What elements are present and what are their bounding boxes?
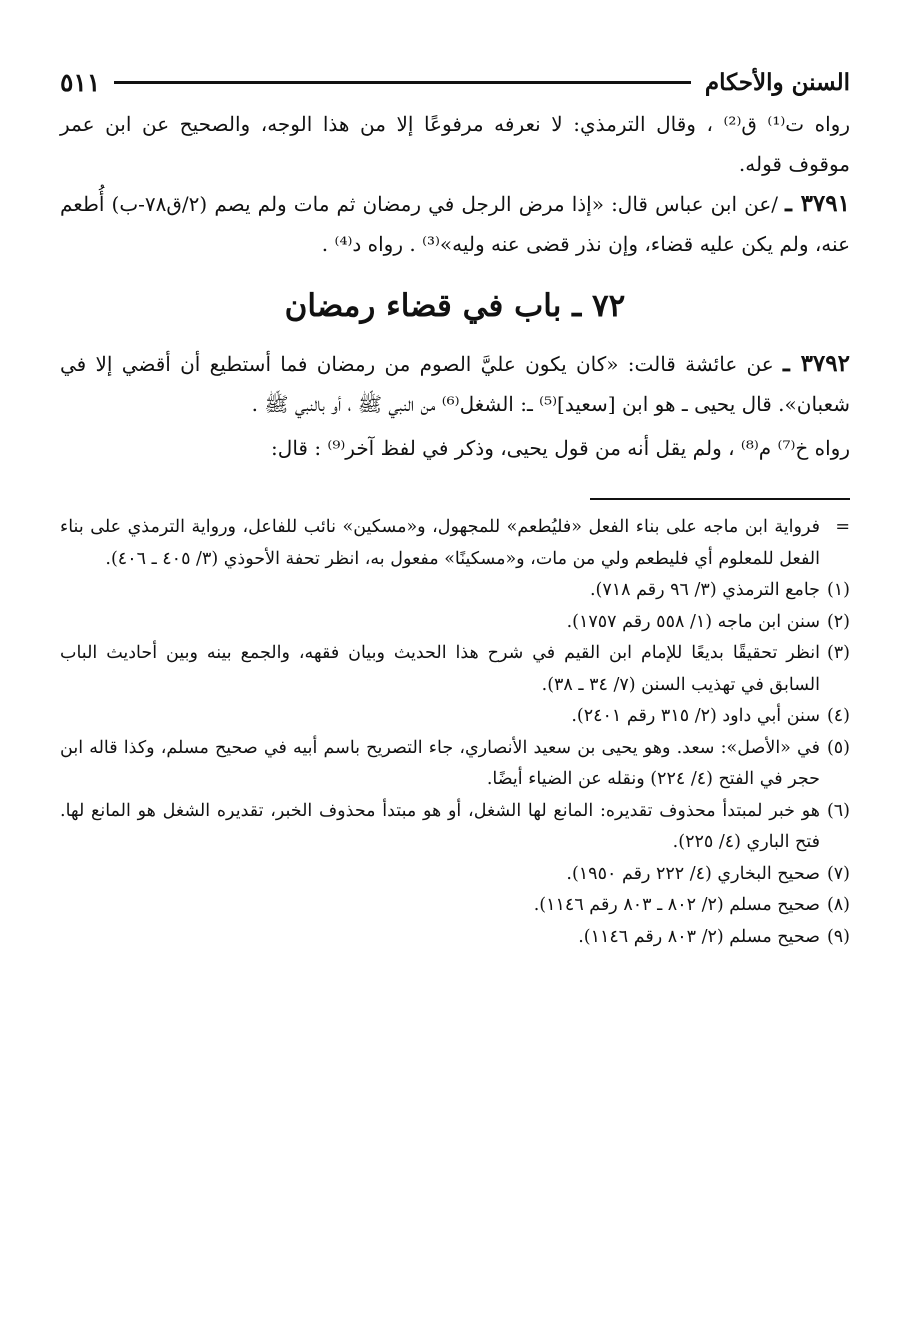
paragraph-narration: رواه خ⁽⁷⁾ م⁽⁸⁾ ، ولم يقل أنه من قول يحيى، وذكر في لفظ آخر⁽⁹⁾ : قال:: [271, 436, 850, 460]
header-rule: [114, 81, 691, 84]
footnote: [60, 733, 850, 796]
hadith-text: /عن ابن عباس قال: «إذا مرض الرجل في رمضان ثم مات ولم يصم (٢/ق٧٨-ب) أُطعم عنه، ولم يكن عليه قضاء، وإن نذر قضى عنه وليه»⁽³⁾ . رواه د⁽⁴⁾ .: [60, 192, 850, 256]
footnote-mark: (٢): [826, 611, 850, 632]
footnote-mark: (٦): [826, 800, 850, 821]
footnote-mark: (٣): [826, 643, 850, 663]
hadith-text: عن عائشة قالت: «كان يكون عليَّ الصوم من رمضان فما أستطيع أن أقضي إلا في شعبان». قال يحيى ـ هو ابن [سعيد]⁽⁵⁾ ـ: الشغل⁽⁶⁾ من النبي ﷺ ، أو بالنبي ﷺ .: [60, 352, 850, 416]
footnote-text: جامع الترمذي (٣/ ٩٦ رقم ٧١٨).: [589, 580, 820, 600]
footnote: [60, 575, 850, 607]
footnote: [60, 607, 850, 639]
footnote: [60, 796, 850, 859]
footnote-text: سنن ابن ماجه (١/ ٥٥٨ رقم ١٧٥٧).: [566, 611, 820, 632]
hadith-number: ٣٧٩١ ـ: [785, 190, 850, 217]
footnote: [60, 701, 850, 733]
running-header: [60, 60, 850, 104]
hadith-number: ٣٧٩٢ ـ: [782, 350, 850, 377]
footnote-text: صحيح البخاري (٤/ ٢٢٢ رقم ١٩٥٠).: [566, 863, 820, 884]
running-title: السنن والأحكام: [704, 68, 850, 96]
footnote-text: صحيح مسلم (٢/ ٨٠٣ رقم ١١٤٦).: [578, 926, 820, 947]
footnote-text: فرواية ابن ماجه على بناء الفعل «فليُطعم» للمجهول، و«مسكين» نائب للفاعل، ورواية الترمذي على بناء الفعل للمعلوم أي فليطعم ولي من مات، و«مسكينًا» مفعول به، انظر تحفة الأحوذي (٣/ ٤٠٥ ـ ٤٠٦).: [60, 517, 820, 569]
footnote-text: انظر تحقيقًا بديعًا للإمام ابن القيم في شرح هذا الحديث وبيان فقهه، والجمع بينه وبين أحاديث الباب السابق في تهذيب السنن (٧/ ٣٤ ـ ٣٨).: [60, 643, 820, 695]
footnote-mark: (٧): [826, 863, 850, 884]
footnote: [60, 638, 850, 701]
footnote-mark: (٨): [826, 895, 850, 915]
footnote-mark: (١): [826, 580, 850, 600]
hadith-3792: [60, 344, 850, 424]
footnote-text: في «الأصل»: سعد. وهو يحيى بن سعيد الأنصاري، جاء التصريح باسم أبيه في صحيح مسلم، وكذا قاله ابن حجر في الفتح (٤/ ٢٢٤) ونقله عن الضياء أيضًا.: [60, 737, 820, 789]
chapter-heading: ٧٢ ـ باب في قضاء رمضان: [284, 288, 626, 324]
page-number: ٥١١: [60, 67, 101, 97]
footnote: [60, 859, 850, 891]
footnote-mark: =: [835, 517, 850, 537]
hadith-3791: [60, 184, 850, 264]
footnote: [60, 922, 850, 954]
paragraph-narration: رواه ت⁽¹⁾ ق⁽²⁾ ، وقال الترمذي: لا نعرفه مرفوعًا إلا من هذا الوجه، والصحيح عن ابن عمر موقوف قوله.: [60, 112, 850, 176]
footnote: [60, 512, 850, 575]
footnote-text: هو خبر لمبتدأ محذوف تقديره: المانع لها الشغل، أو هو مبتدأ محذوف الخبر، تقديره الشغل هو المانع لها. فتح الباري (٤/ ٢٢٥).: [60, 800, 820, 852]
footnote-text: سنن أبي داود (٢/ ٣١٥ رقم ٢٤٠١).: [571, 706, 820, 726]
footnote-mark: (٤): [826, 706, 850, 726]
footnote-text: صحيح مسلم (٢/ ٨٠٢ ـ ٨٠٣ رقم ١١٤٦).: [533, 895, 820, 915]
footnote-mark: (٩): [826, 926, 850, 947]
book-page: [60, 60, 850, 953]
footnote: [60, 890, 850, 922]
footnotes: [60, 512, 850, 953]
footnote-mark: (٥): [826, 737, 850, 758]
footnote-separator: [590, 498, 850, 500]
